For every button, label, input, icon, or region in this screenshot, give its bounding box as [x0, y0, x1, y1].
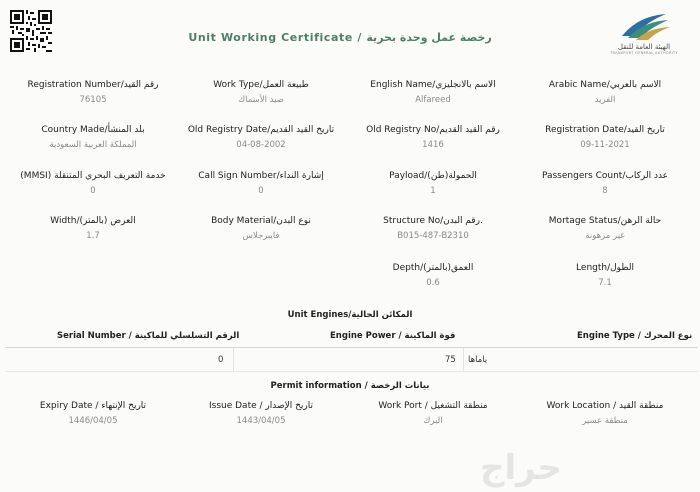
page-title: Unit Working Certificate / رخصة عمل وحدة بحرية	[188, 31, 492, 44]
field-mmsi: (MMSI) خدمة التعريف البحري المتنقلة 0	[20, 171, 166, 196]
field-work-type: Work Type/طبيعة العمل صيد الأسماك	[213, 80, 309, 105]
logo-text-arabic: الهيئة العامة للنقل	[617, 43, 671, 51]
field-work-location: Work Location / منطقة القيد منطقة عسير	[546, 401, 664, 426]
watermark: حراج	[480, 448, 562, 488]
cell-engine-power: 75	[445, 355, 456, 365]
field-old-registry-no: Old Registry No/رقم القيد القديم 1416	[366, 125, 500, 150]
field-expiry-date: Expiry Date / تاريخ الإنتهاء 1446/04/05	[39, 401, 147, 426]
field-length: Length/الطول 7.1	[576, 263, 634, 288]
field-depth: Depth/(العمق(بالمتر 0.6	[392, 263, 474, 288]
field-mortage-status: Mortage Status/حالة الرهن غير مرهونة	[548, 216, 662, 241]
field-structure-no: Structure No/رقم البدن. B015-487-B2310	[383, 216, 483, 241]
header-engine-power: Engine Power / قوة الماكينة	[330, 331, 456, 341]
field-english-name: English Name/الاسم بالانجليزي Alfareed	[370, 80, 496, 105]
field-issue-date: Issue Date / تاريخ الإصدار 1443/04/05	[208, 401, 314, 426]
field-arabic-name: Arabic Name/الاسم بالعربي الفريد	[548, 80, 662, 105]
field-registration-date: Registration Date/تاريخ القيد 09-11-2021	[545, 125, 665, 150]
field-work-port: Work Port / منطقة التشغيل البرك	[378, 401, 488, 426]
field-country-made: Country Made/بلد المنشأ المملكة العربية السعودية	[41, 125, 145, 150]
cell-engine-type: ياماها	[468, 355, 488, 365]
field-passengers-count: Passengers Count/عدد الركاب 8	[541, 171, 669, 196]
permit-section-title: Permit information / بيانات الرخصة	[270, 381, 430, 391]
header-serial-number: Serial Number / الرقم التسلسلي للماكينة	[57, 331, 240, 341]
qr-code-icon	[10, 10, 52, 52]
field-registration-number: Registration Number/رقم القيد 76105	[27, 80, 159, 105]
field-width: Width/(العرض (بالمتر 1.7	[50, 216, 136, 241]
field-payload: Payload/(الحمولة(طن 1	[389, 171, 477, 196]
cell-serial-number: 0	[218, 355, 224, 365]
header-engine-type: Engine Type / نوع المحرك	[577, 331, 693, 341]
engines-table-header	[5, 326, 698, 348]
logo-text-english: TRANSPORT GENERAL AUTHORITY	[610, 51, 678, 55]
engines-section-title: Unit Engines/المكائن الحالية	[287, 310, 413, 320]
field-body-material: Body Material/نوع البدن فايبرجلاس	[211, 216, 311, 241]
authority-logo	[604, 10, 684, 66]
field-old-registry-date: Old Registry Date/تاريخ القيد القديم 04-08-2002	[187, 125, 335, 150]
field-call-sign: Call Sign Number/إشارة النداء 0	[198, 171, 324, 196]
engines-table	[5, 326, 698, 372]
authority-logo-icon	[616, 10, 672, 42]
table-row	[5, 348, 698, 372]
